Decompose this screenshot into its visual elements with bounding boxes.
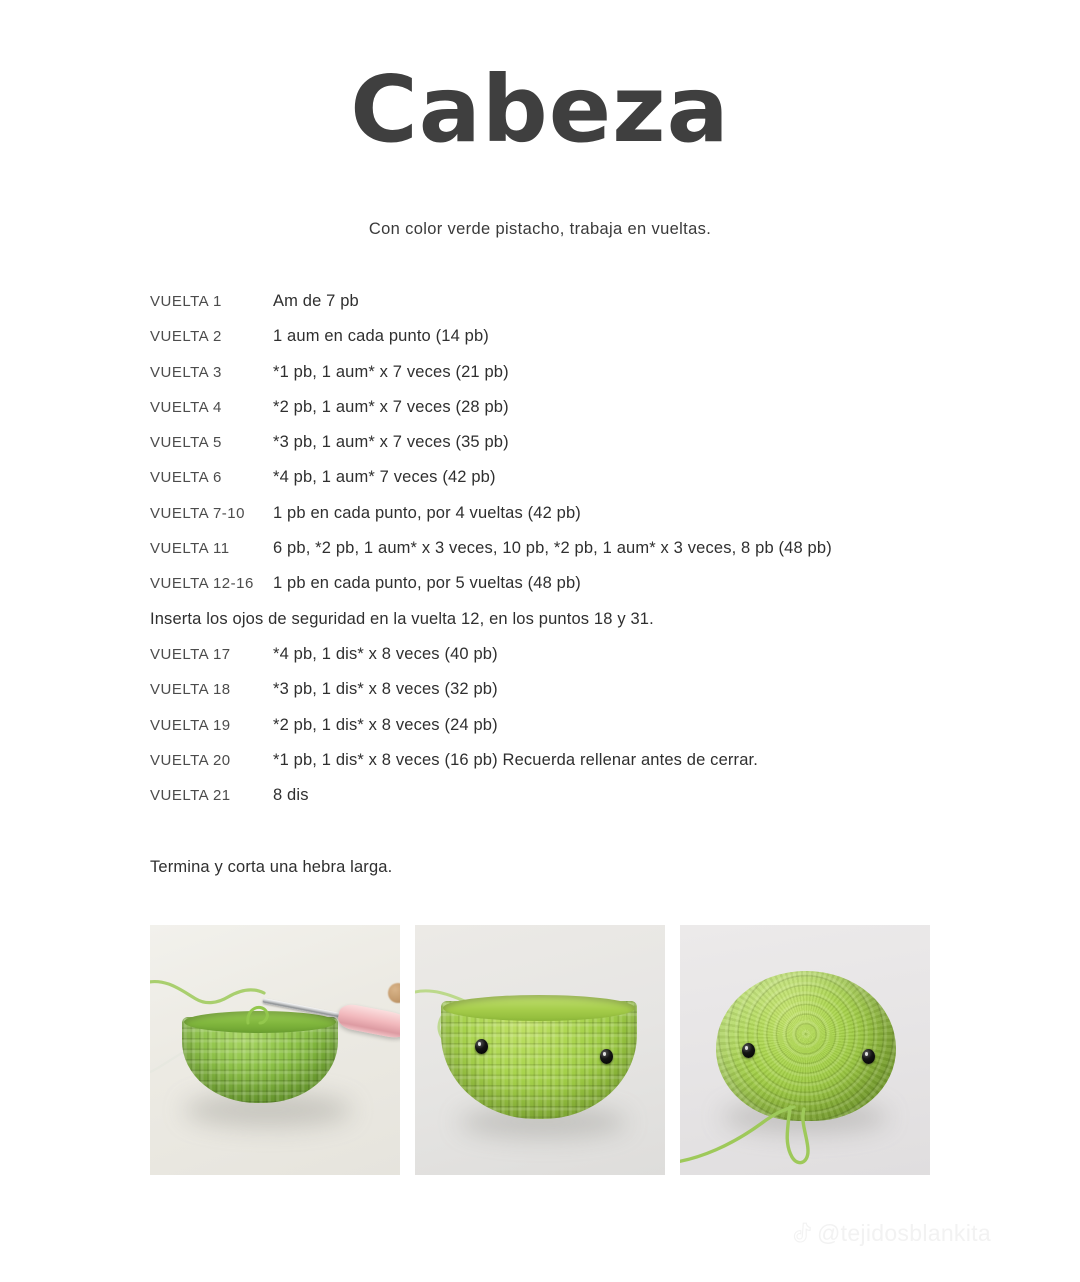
photo-background [680, 925, 930, 1175]
round-instruction: *4 pb, 1 dis* x 8 veces (40 pb) [273, 644, 498, 663]
table-row [150, 504, 950, 539]
round-label: VUELTA 20 [150, 751, 231, 769]
table-row [150, 363, 950, 398]
photo-background [150, 925, 400, 1175]
wooden-object [388, 983, 400, 1003]
round-label: VUELTA 5 [150, 434, 222, 452]
table-row [150, 468, 950, 503]
tiktok-icon [790, 1222, 811, 1245]
pattern-photo-step-1 [150, 925, 400, 1175]
pattern-photo-step-3 [680, 925, 930, 1175]
pattern-rounds-list [150, 292, 950, 821]
round-instruction: 6 pb, *2 pb, 1 aum* x 3 veces, 10 pb, *2 pb, 1 aum* x 3 veces, 8 pb (48 pb) [273, 539, 832, 558]
table-row [150, 680, 950, 715]
round-label: VUELTA 21 [150, 787, 231, 805]
table-row [150, 574, 950, 609]
round-instruction: *1 pb, 1 dis* x 8 veces (16 pb) Recuerda rellenar antes de cerrar. [273, 750, 758, 769]
round-label: VUELTA 12-16 [150, 575, 254, 593]
safety-eyes-note-text: Inserta los ojos de seguridad en la vuelta 12, en los puntos 18 y 31. [150, 609, 654, 628]
round-instruction: *3 pb, 1 aum* x 7 veces (35 pb) [273, 433, 509, 452]
round-label: VUELTA 18 [150, 681, 231, 699]
page-title: Cabeza [350, 56, 730, 163]
table-row [150, 786, 950, 821]
photo-background [415, 925, 665, 1175]
safety-eyes-note [150, 610, 950, 645]
round-instruction: *2 pb, 1 aum* x 7 veces (28 pb) [273, 397, 509, 416]
safety-eye [862, 1049, 875, 1064]
watermark-handle: @tejidosblankita [817, 1220, 991, 1246]
table-row [150, 292, 950, 327]
round-instruction: *2 pb, 1 dis* x 8 veces (24 pb) [273, 715, 498, 734]
table-row [150, 539, 950, 574]
round-instruction: *3 pb, 1 dis* x 8 veces (32 pb) [273, 680, 498, 699]
round-label: VUELTA 3 [150, 363, 222, 381]
round-instruction: 1 pb en cada punto, por 4 vueltas (42 pb) [273, 503, 581, 522]
round-label: VUELTA 6 [150, 469, 222, 487]
safety-eye [600, 1049, 613, 1064]
table-row [150, 645, 950, 680]
safety-eye [475, 1039, 488, 1054]
round-instruction: 8 dis [273, 786, 309, 805]
photo-strip [150, 925, 930, 1175]
table-row [150, 433, 950, 468]
round-label: VUELTA 19 [150, 716, 231, 734]
round-instruction: 1 pb en cada punto, por 5 vueltas (48 pb) [273, 574, 581, 593]
round-label: VUELTA 2 [150, 328, 222, 346]
round-label: VUELTA 1 [150, 293, 222, 310]
round-instruction: *4 pb, 1 aum* 7 veces (42 pb) [273, 468, 496, 487]
safety-eye [742, 1043, 755, 1058]
closing-instruction: Termina y corta una hebra larga. [150, 858, 393, 876]
watermark [790, 1222, 991, 1245]
pattern-photo-step-2 [415, 925, 665, 1175]
table-row [150, 398, 950, 433]
crochet-rim [443, 995, 635, 1021]
round-label: VUELTA 17 [150, 645, 231, 663]
table-row [150, 751, 950, 786]
yarn-tail [772, 1107, 852, 1173]
table-row [150, 327, 950, 362]
round-instruction: *1 pb, 1 aum* x 7 veces (21 pb) [273, 362, 509, 381]
round-label: VUELTA 7-10 [150, 504, 245, 522]
round-instruction: 1 aum en cada punto (14 pb) [273, 327, 489, 346]
round-label: VUELTA 11 [150, 540, 230, 558]
round-label: VUELTA 4 [150, 398, 222, 416]
crochet-hook-handle [336, 1002, 400, 1041]
round-instruction: Am de 7 pb [273, 292, 359, 310]
table-row [150, 716, 950, 751]
page-subtitle: Con color verde pistacho, trabaja en vueltas. [368, 220, 712, 238]
